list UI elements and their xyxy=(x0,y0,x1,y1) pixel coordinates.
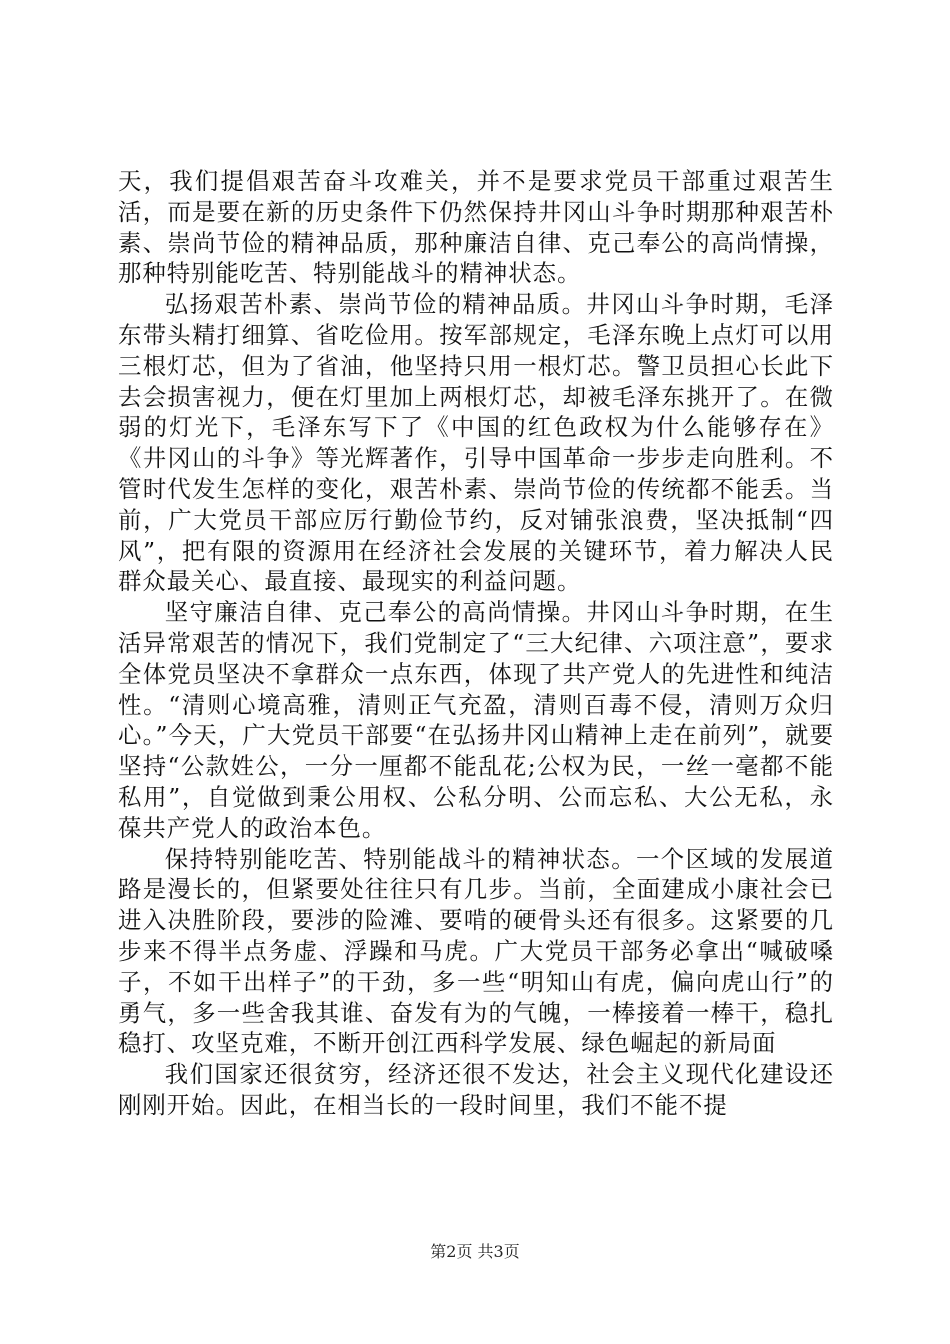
paragraph-fighting-spirit: 保持特别能吃苦、特别能战斗的精神状态。一个区域的发展道路是漫长的，但紧要处往往只有几步。当前，全面建成小康社会已进入决胜阶段，要涉的险滩、要啃的硬骨头还有很多。这紧要的几步来不得半点务虚、浮躁和马虎。广大党员干部务必拿出“喊破嗓子，不如干出样子”的干劲，多一些“明知山有虎，偏向虎山行”的勇气，多一些舍我其谁、奋发有为的气魄，一棒接着一棒干，稳扎稳打、攻坚克难，不断开创江西科学发展、绿色崛起的新局面 xyxy=(118,844,834,1058)
document-body xyxy=(118,166,834,1121)
paragraph-poverty: 我们国家还很贫穷，经济还很不发达，社会主义现代化建设还刚刚开始。因此，在相当长的一段时间里，我们不能不提 xyxy=(118,1060,834,1119)
paragraph-integrity: 坚守廉洁自律、克己奉公的高尚情操。井冈山斗争时期，在生活异常艰苦的情况下，我们党制定了“三大纪律、六项注意”，要求全体党员坚决不拿群众一点东西，体现了共产党人的先进性和纯洁性。“清则心境高雅，清则正气充盈，清则百毒不侵，清则万众归心。”今天，广大党员干部要“在弘扬井冈山精神上走在前列”，就要坚持“公款姓公，一分一厘都不能乱花;公权为民，一丝一毫都不能私用”，自觉做到秉公用权、公私分明、公而忘私、大公无私，永葆共产党人的政治本色。 xyxy=(118,598,834,842)
page-number-footer: 第2页 共3页 xyxy=(430,1242,520,1261)
paragraph-frugality: 弘扬艰苦朴素、崇尚节俭的精神品质。井冈山斗争时期，毛泽东带头精打细算、省吃俭用。按军部规定，毛泽东晚上点灯可以用三根灯芯，但为了省油，他坚持只用一根灯芯。警卫员担心长此下去会损害视力，便在灯里加上两根灯芯，却被毛泽东挑开了。在微弱的灯光下，毛泽东写下了《中国的红色政权为什么能够存在》《井冈山的斗争》等光辉著作，引导中国革命一步步走向胜利。不管时代发生怎样的变化，艰苦朴素、崇尚节俭的传统都不能丢。当前，广大党员干部应厉行勤俭节约，反对铺张浪费，坚决抵制“四风”，把有限的资源用在经济社会发展的关键环节，着力解决人民群众最关心、最直接、最现实的利益问题。 xyxy=(118,290,834,596)
paragraph-continuation: 天，我们提倡艰苦奋斗攻难关，并不是要求党员干部重过艰苦生活，而是要在新的历史条件下仍然保持井冈山斗争时期那种艰苦朴素、崇尚节俭的精神品质，那种廉洁自律、克己奉公的高尚情操，那种特别能吃苦、特别能战斗的精神状态。 xyxy=(118,167,834,288)
